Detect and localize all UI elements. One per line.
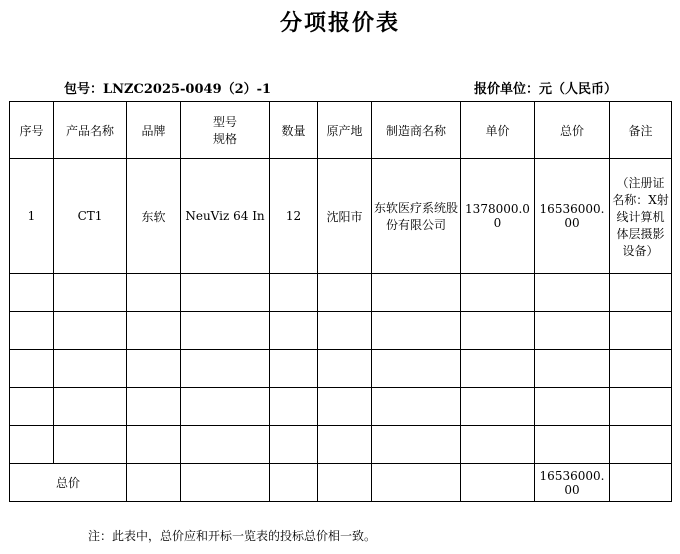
empty-cell: [318, 464, 372, 502]
header-row: [10, 102, 672, 159]
total-label: 总价: [10, 464, 127, 502]
empty-cell: [318, 388, 372, 426]
header-remark: 备注: [610, 102, 672, 159]
empty-cell: [610, 312, 672, 350]
empty-cell: [610, 350, 672, 388]
header-brand: 品牌: [127, 102, 181, 159]
empty-cell: [127, 312, 181, 350]
cell-manufacturer: 东软医疗系统股份有限公司: [372, 159, 461, 274]
header-index: 序号: [10, 102, 54, 159]
empty-cell: [535, 274, 610, 312]
empty-cell: [461, 312, 535, 350]
empty-cell: [610, 426, 672, 464]
empty-cell: [535, 350, 610, 388]
empty-cell: [318, 350, 372, 388]
total-row: [10, 464, 672, 502]
header-unit-price: 单价: [461, 102, 535, 159]
empty-cell: [461, 426, 535, 464]
empty-cell: [461, 388, 535, 426]
cell-origin: 沈阳市: [318, 159, 372, 274]
table-row-empty: [10, 350, 672, 388]
cell-brand: 东软: [127, 159, 181, 274]
header-origin: 原产地: [318, 102, 372, 159]
empty-cell: [10, 426, 54, 464]
empty-cell: [127, 388, 181, 426]
empty-cell: [54, 350, 127, 388]
table-row-empty: [10, 388, 672, 426]
empty-cell: [54, 426, 127, 464]
empty-cell: [318, 312, 372, 350]
empty-cell: [318, 274, 372, 312]
empty-cell: [461, 350, 535, 388]
cell-product: CT1: [54, 159, 127, 274]
empty-cell: [10, 350, 54, 388]
empty-cell: [127, 426, 181, 464]
empty-cell: [181, 464, 270, 502]
quote-table: [9, 101, 672, 502]
empty-cell: [461, 274, 535, 312]
page-title: 分项报价表: [279, 10, 400, 36]
empty-cell: [54, 312, 127, 350]
empty-cell: [181, 388, 270, 426]
footnote: 注：此表中，总价应和开标一览表的投标总价相一致。: [88, 529, 377, 543]
header-product: 产品名称: [54, 102, 127, 159]
empty-cell: [610, 464, 672, 502]
table-row-empty: [10, 312, 672, 350]
table-row-empty: [10, 426, 672, 464]
empty-cell: [181, 274, 270, 312]
empty-cell: [54, 388, 127, 426]
cell-index: 1: [10, 159, 54, 274]
empty-cell: [270, 464, 318, 502]
empty-cell: [270, 426, 318, 464]
empty-cell: [535, 426, 610, 464]
empty-cell: [610, 388, 672, 426]
cell-model: NeuViz 64 In: [181, 159, 270, 274]
empty-cell: [181, 426, 270, 464]
cell-unit-price: 1378000.00: [461, 159, 535, 274]
empty-cell: [372, 312, 461, 350]
cell-remark: （注册证名称：X射线计算机体层摄影设备）: [610, 159, 672, 274]
empty-cell: [181, 312, 270, 350]
empty-cell: [270, 350, 318, 388]
header-total-price: 总价: [535, 102, 610, 159]
header-quantity: 数量: [270, 102, 318, 159]
empty-cell: [372, 274, 461, 312]
empty-cell: [610, 274, 672, 312]
empty-cell: [270, 312, 318, 350]
empty-cell: [372, 464, 461, 502]
total-value: 16536000.00: [535, 464, 610, 502]
empty-cell: [127, 350, 181, 388]
currency-unit: 报价单位：元（人民币）: [474, 82, 618, 97]
empty-cell: [54, 274, 127, 312]
header-manufacturer: 制造商名称: [372, 102, 461, 159]
header-model: 型号 规格: [181, 102, 270, 159]
empty-cell: [270, 388, 318, 426]
table-row: [10, 159, 672, 274]
empty-cell: [535, 388, 610, 426]
empty-cell: [10, 388, 54, 426]
empty-cell: [372, 426, 461, 464]
empty-cell: [270, 274, 318, 312]
package-number: 包号：LNZC2025-0049（2）-1: [64, 82, 272, 97]
cell-total-price: 16536000.00: [535, 159, 610, 274]
empty-cell: [10, 274, 54, 312]
empty-cell: [372, 388, 461, 426]
empty-cell: [318, 426, 372, 464]
empty-cell: [181, 350, 270, 388]
empty-cell: [127, 274, 181, 312]
cell-quantity: 12: [270, 159, 318, 274]
empty-cell: [372, 350, 461, 388]
empty-cell: [535, 312, 610, 350]
empty-cell: [461, 464, 535, 502]
empty-cell: [127, 464, 181, 502]
table-row-empty: [10, 274, 672, 312]
empty-cell: [10, 312, 54, 350]
